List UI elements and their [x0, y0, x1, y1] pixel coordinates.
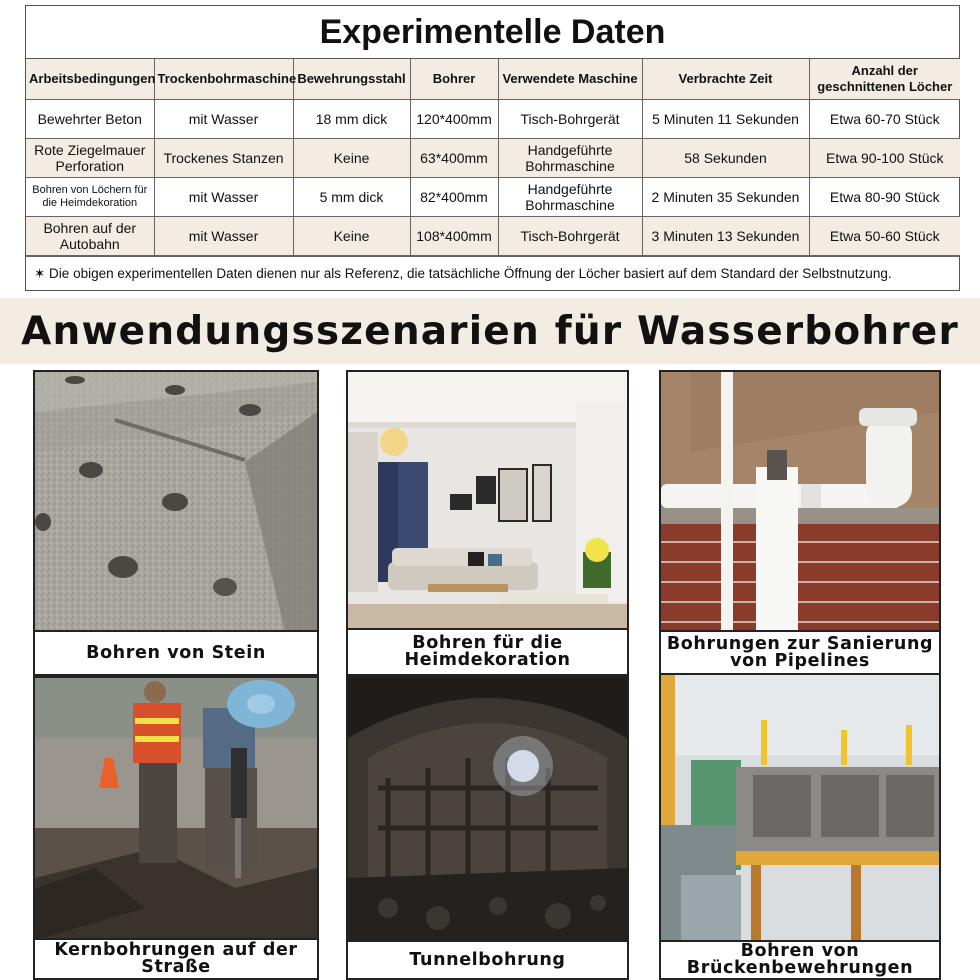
- header-cell: Verbrachte Zeit: [642, 59, 809, 99]
- table-row: [26, 177, 960, 216]
- road-workers-image: [35, 678, 317, 940]
- table-cell: 108*400mm: [410, 216, 498, 255]
- scenario-caption: Bohren von Brückenbewehrungen: [661, 940, 939, 978]
- table-cell: Etwa 90-100 Stück: [809, 138, 960, 177]
- table-cell: Tisch-Bohrgerät: [498, 99, 642, 138]
- table-cell: Etwa 50-60 Stück: [809, 216, 960, 255]
- table-cell: Handgeführte Bohrmaschine: [498, 177, 642, 216]
- header-cell: Anzahl der geschnittenen Löcher: [809, 59, 960, 99]
- scenario-tile-pipelines: [659, 370, 941, 676]
- header-cell: Bewehrungsstahl: [293, 59, 410, 99]
- table-cell: Tisch-Bohrgerät: [498, 216, 642, 255]
- table-cell: Etwa 60-70 Stück: [809, 99, 960, 138]
- living-room-image: [348, 372, 627, 632]
- scenario-caption: Tunnelbohrung: [348, 940, 627, 978]
- table-row: [26, 99, 960, 138]
- table-cell: Etwa 80-90 Stück: [809, 177, 960, 216]
- table-title: Experimentelle Daten: [26, 6, 959, 59]
- scenario-tile-road: [33, 676, 319, 980]
- experiment-table-panel: [25, 5, 960, 291]
- section-heading: Anwendungsszenarien für Wasserbohrer: [21, 308, 959, 354]
- scenarios-banner: [0, 298, 980, 364]
- header-cell: Verwendete Maschine: [498, 59, 642, 99]
- header-cell: Trockenbohrmaschine: [154, 59, 293, 99]
- pipes-brick-wall-image: [661, 372, 939, 632]
- table-row: [26, 138, 960, 177]
- tunnel-image: [348, 678, 627, 942]
- table-cell: Handgeführte Bohrmaschine: [498, 138, 642, 177]
- table-cell: mit Wasser: [154, 99, 293, 138]
- table-cell: 3 Minuten 13 Sekunden: [642, 216, 809, 255]
- table-footnote: ✶ Die obigen experimentellen Daten dienen nur als Referenz, die tatsächliche Öffnung der Löcher basiert auf dem Standard der Selbstnutzung.: [26, 256, 959, 292]
- scenario-caption: Kernbohrungen auf der Straße: [35, 938, 317, 978]
- table-cell: Bohren auf der Autobahn: [26, 216, 154, 255]
- table-cell: Trockenes Stanzen: [154, 138, 293, 177]
- table-cell: Rote Ziegelmauer Perforation: [26, 138, 154, 177]
- table-cell: 5 mm dick: [293, 177, 410, 216]
- drilled-stone-image: [35, 372, 317, 632]
- scenario-caption: Bohren von Stein: [35, 630, 317, 674]
- table-cell: 58 Sekunden: [642, 138, 809, 177]
- table-cell: 2 Minuten 35 Sekunden: [642, 177, 809, 216]
- scenario-tile-tunnel: [346, 676, 629, 980]
- table-cell: 120*400mm: [410, 99, 498, 138]
- scenario-caption: Bohren für die Heimdekoration: [348, 628, 627, 674]
- table-cell: 18 mm dick: [293, 99, 410, 138]
- scenario-caption: Bohrungen zur Sanierung von Pipelines: [661, 630, 939, 674]
- header-cell: Bohrer: [410, 59, 498, 99]
- table-header-row: [26, 59, 960, 99]
- table-cell: 82*400mm: [410, 177, 498, 216]
- experiment-table: [26, 59, 960, 256]
- header-cell: Arbeitsbedingungen: [26, 59, 154, 99]
- table-cell: Keine: [293, 138, 410, 177]
- table-cell: mit Wasser: [154, 216, 293, 255]
- table-cell: 5 Minuten 11 Sekunden: [642, 99, 809, 138]
- table-cell: mit Wasser: [154, 177, 293, 216]
- table-cell: Keine: [293, 216, 410, 255]
- table-row: [26, 216, 960, 255]
- scenario-tile-home-decor: [346, 370, 629, 676]
- table-cell: Bohren von Löchern für die Heimdekoration: [26, 177, 154, 216]
- scenario-tile-bridge: [659, 673, 941, 980]
- table-cell: 63*400mm: [410, 138, 498, 177]
- scenario-tile-stone: [33, 370, 319, 676]
- bridge-construction-image: [661, 675, 939, 940]
- table-cell: Bewehrter Beton: [26, 99, 154, 138]
